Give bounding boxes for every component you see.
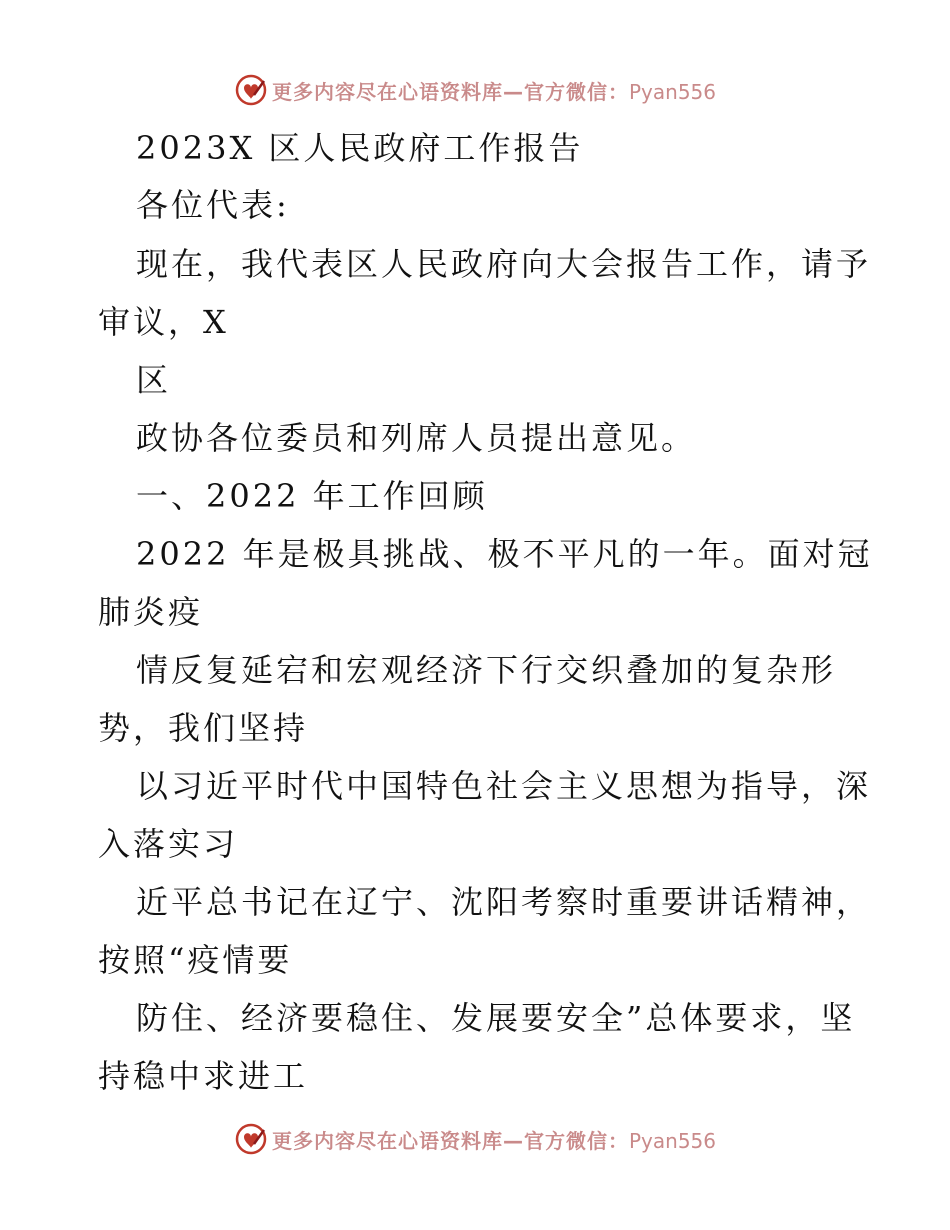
paragraph-line: 入落实习 bbox=[98, 825, 239, 863]
paragraph-line: 势，我们坚持 bbox=[98, 709, 309, 747]
paragraph-line: 按照“疫情要 bbox=[98, 941, 293, 979]
paragraph-line: 区 bbox=[136, 361, 172, 399]
paragraph-line: 情反复延宕和宏观经济下行交织叠加的复杂形 bbox=[136, 651, 837, 689]
paragraph-line: 持稳中求进工 bbox=[98, 1057, 309, 1095]
header-watermark bbox=[0, 72, 950, 108]
footer-watermark bbox=[0, 1121, 950, 1157]
paragraph-line: 审议，X bbox=[98, 303, 229, 341]
paragraph-line: 防住、经济要稳住、发展要安全”总体要求，坚 bbox=[136, 999, 856, 1037]
watermark-text: 更多内容尽在心语资料库—官方微信：Pyan556 bbox=[271, 79, 716, 104]
heart-pen-logo-icon bbox=[234, 73, 268, 107]
paragraph-line: 肺炎疫 bbox=[98, 593, 204, 631]
paragraph-line: 现在，我代表区人民政府向大会报告工作，请予 bbox=[136, 245, 872, 283]
watermark-text: 更多内容尽在心语资料库—官方微信：Pyan556 bbox=[271, 1128, 716, 1153]
document-title: 2023X 区人民政府工作报告 bbox=[136, 129, 584, 167]
heart-pen-logo-icon bbox=[234, 1122, 268, 1156]
paragraph-line: 近平总书记在辽宁、沈阳考察时重要讲话精神， bbox=[136, 883, 872, 921]
salutation: 各位代表: bbox=[136, 186, 290, 224]
paragraph-line: 以习近平时代中国特色社会主义思想为指导，深 bbox=[136, 767, 872, 805]
section-heading: 一、2022 年工作回顾 bbox=[136, 477, 488, 515]
paragraph-line: 政协各位委员和列席人员提出意见。 bbox=[136, 419, 697, 457]
paragraph-line: 2022 年是极具挑战、极不平凡的一年。面对冠 bbox=[136, 535, 873, 573]
